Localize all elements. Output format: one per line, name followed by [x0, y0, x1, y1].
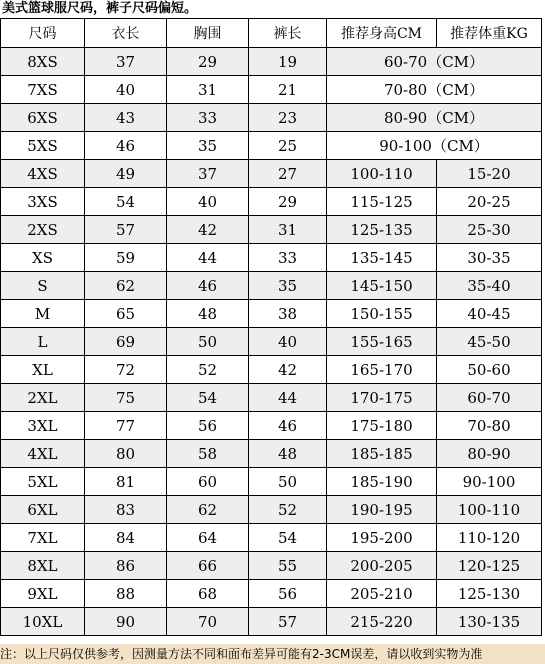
- cell-size: M: [1, 300, 85, 328]
- table-row: [1, 300, 542, 328]
- cell-recommended-height: 60-70（CM）: [327, 48, 542, 76]
- header-chest: 胸围: [167, 19, 249, 48]
- cell-pants: 29: [249, 188, 327, 216]
- cell-size: 4XS: [1, 160, 85, 188]
- table-row: [1, 48, 542, 76]
- cell-length: 46: [85, 132, 167, 160]
- cell-chest: 60: [167, 468, 249, 496]
- table-row: [1, 580, 542, 608]
- cell-size: 2XS: [1, 216, 85, 244]
- cell-length: 62: [85, 272, 167, 300]
- cell-size: 7XL: [1, 524, 85, 552]
- cell-length: 75: [85, 384, 167, 412]
- cell-size: 2XL: [1, 384, 85, 412]
- cell-size: 6XS: [1, 104, 85, 132]
- cell-size: 3XL: [1, 412, 85, 440]
- cell-height: 215-220: [327, 608, 437, 636]
- cell-chest: 40: [167, 188, 249, 216]
- cell-length: 59: [85, 244, 167, 272]
- cell-pants: 56: [249, 580, 327, 608]
- cell-weight: 130-135: [437, 608, 542, 636]
- table-row: [1, 496, 542, 524]
- header-length: 衣长: [85, 19, 167, 48]
- cell-size: S: [1, 272, 85, 300]
- cell-height: 170-175: [327, 384, 437, 412]
- cell-height: 125-135: [327, 216, 437, 244]
- cell-recommended-height: 70-80（CM）: [327, 76, 542, 104]
- cell-length: 80: [85, 440, 167, 468]
- table-header-row: [1, 19, 542, 48]
- table-row: [1, 328, 542, 356]
- cell-weight: 45-50: [437, 328, 542, 356]
- cell-chest: 56: [167, 412, 249, 440]
- cell-weight: 40-45: [437, 300, 542, 328]
- cell-height: 135-145: [327, 244, 437, 272]
- cell-chest: 54: [167, 384, 249, 412]
- cell-height: 205-210: [327, 580, 437, 608]
- table-row: [1, 384, 542, 412]
- cell-pants: 31: [249, 216, 327, 244]
- table-row: [1, 244, 542, 272]
- cell-weight: 120-125: [437, 552, 542, 580]
- cell-pants: 19: [249, 48, 327, 76]
- cell-weight: 100-110: [437, 496, 542, 524]
- cell-pants: 44: [249, 384, 327, 412]
- cell-length: 86: [85, 552, 167, 580]
- cell-chest: 31: [167, 76, 249, 104]
- cell-length: 49: [85, 160, 167, 188]
- cell-pants: 23: [249, 104, 327, 132]
- cell-chest: 64: [167, 524, 249, 552]
- cell-chest: 50: [167, 328, 249, 356]
- cell-weight: 70-80: [437, 412, 542, 440]
- cell-weight: 60-70: [437, 384, 542, 412]
- cell-chest: 42: [167, 216, 249, 244]
- page-title: 美式篮球服尺码，裤子尺码偏短。: [0, 0, 545, 18]
- cell-length: 77: [85, 412, 167, 440]
- size-chart-table: [0, 18, 542, 636]
- cell-pants: 57: [249, 608, 327, 636]
- table-row: [1, 76, 542, 104]
- cell-height: 175-180: [327, 412, 437, 440]
- cell-chest: 58: [167, 440, 249, 468]
- cell-pants: 42: [249, 356, 327, 384]
- cell-size: 7XS: [1, 76, 85, 104]
- cell-length: 43: [85, 104, 167, 132]
- cell-pants: 50: [249, 468, 327, 496]
- table-row: [1, 272, 542, 300]
- cell-length: 84: [85, 524, 167, 552]
- cell-size: 5XL: [1, 468, 85, 496]
- cell-pants: 48: [249, 440, 327, 468]
- table-row: [1, 552, 542, 580]
- cell-chest: 52: [167, 356, 249, 384]
- header-pants: 裤长: [249, 19, 327, 48]
- cell-length: 90: [85, 608, 167, 636]
- cell-size: L: [1, 328, 85, 356]
- cell-chest: 70: [167, 608, 249, 636]
- cell-size: XS: [1, 244, 85, 272]
- cell-size: 5XS: [1, 132, 85, 160]
- header-weight: 推荐体重KG: [437, 19, 542, 48]
- cell-weight: 110-120: [437, 524, 542, 552]
- cell-pants: 38: [249, 300, 327, 328]
- cell-pants: 21: [249, 76, 327, 104]
- cell-pants: 52: [249, 496, 327, 524]
- cell-length: 81: [85, 468, 167, 496]
- cell-height: 145-150: [327, 272, 437, 300]
- cell-weight: 20-25: [437, 188, 542, 216]
- header-height: 推荐身高CM: [327, 19, 437, 48]
- cell-weight: 90-100: [437, 468, 542, 496]
- cell-length: 37: [85, 48, 167, 76]
- cell-weight: 80-90: [437, 440, 542, 468]
- header-size: 尺码: [1, 19, 85, 48]
- cell-size: 10XL: [1, 608, 85, 636]
- cell-pants: 27: [249, 160, 327, 188]
- cell-chest: 48: [167, 300, 249, 328]
- cell-length: 57: [85, 216, 167, 244]
- cell-chest: 66: [167, 552, 249, 580]
- cell-chest: 35: [167, 132, 249, 160]
- cell-chest: 62: [167, 496, 249, 524]
- cell-length: 72: [85, 356, 167, 384]
- table-row: [1, 468, 542, 496]
- cell-height: 155-165: [327, 328, 437, 356]
- cell-length: 65: [85, 300, 167, 328]
- cell-length: 40: [85, 76, 167, 104]
- cell-chest: 37: [167, 160, 249, 188]
- cell-height: 195-200: [327, 524, 437, 552]
- table-body: [1, 48, 542, 636]
- cell-weight: 35-40: [437, 272, 542, 300]
- cell-pants: 54: [249, 524, 327, 552]
- cell-weight: 15-20: [437, 160, 542, 188]
- cell-weight: 30-35: [437, 244, 542, 272]
- cell-chest: 33: [167, 104, 249, 132]
- cell-size: 8XS: [1, 48, 85, 76]
- cell-pants: 40: [249, 328, 327, 356]
- cell-chest: 44: [167, 244, 249, 272]
- table-row: [1, 440, 542, 468]
- cell-height: 200-205: [327, 552, 437, 580]
- table-row: [1, 188, 542, 216]
- cell-size: 6XL: [1, 496, 85, 524]
- table-row: [1, 412, 542, 440]
- cell-height: 190-195: [327, 496, 437, 524]
- cell-size: 4XL: [1, 440, 85, 468]
- table-row: [1, 132, 542, 160]
- cell-weight: 125-130: [437, 580, 542, 608]
- cell-recommended-height: 80-90（CM）: [327, 104, 542, 132]
- cell-height: 100-110: [327, 160, 437, 188]
- table-row: [1, 216, 542, 244]
- cell-chest: 29: [167, 48, 249, 76]
- cell-length: 54: [85, 188, 167, 216]
- cell-weight: 25-30: [437, 216, 542, 244]
- table-row: [1, 356, 542, 384]
- table-row: [1, 104, 542, 132]
- cell-length: 69: [85, 328, 167, 356]
- cell-size: XL: [1, 356, 85, 384]
- cell-height: 185-190: [327, 468, 437, 496]
- cell-length: 88: [85, 580, 167, 608]
- cell-pants: 25: [249, 132, 327, 160]
- cell-pants: 35: [249, 272, 327, 300]
- cell-height: 115-125: [327, 188, 437, 216]
- table-row: [1, 524, 542, 552]
- cell-chest: 46: [167, 272, 249, 300]
- table-row: [1, 608, 542, 636]
- cell-chest: 68: [167, 580, 249, 608]
- cell-pants: 33: [249, 244, 327, 272]
- cell-weight: 50-60: [437, 356, 542, 384]
- cell-pants: 55: [249, 552, 327, 580]
- cell-size: 3XS: [1, 188, 85, 216]
- cell-height: 165-170: [327, 356, 437, 384]
- cell-length: 83: [85, 496, 167, 524]
- cell-pants: 46: [249, 412, 327, 440]
- cell-height: 150-155: [327, 300, 437, 328]
- cell-size: 9XL: [1, 580, 85, 608]
- table-row: [1, 160, 542, 188]
- cell-recommended-height: 90-100（CM）: [327, 132, 542, 160]
- cell-size: 8XL: [1, 552, 85, 580]
- cell-height: 185-185: [327, 440, 437, 468]
- footer-note: 注：以上尺码仅供参考，因测量方法不同和面布差异可能有2-3CM误差，请以收到实物为准: [0, 644, 545, 664]
